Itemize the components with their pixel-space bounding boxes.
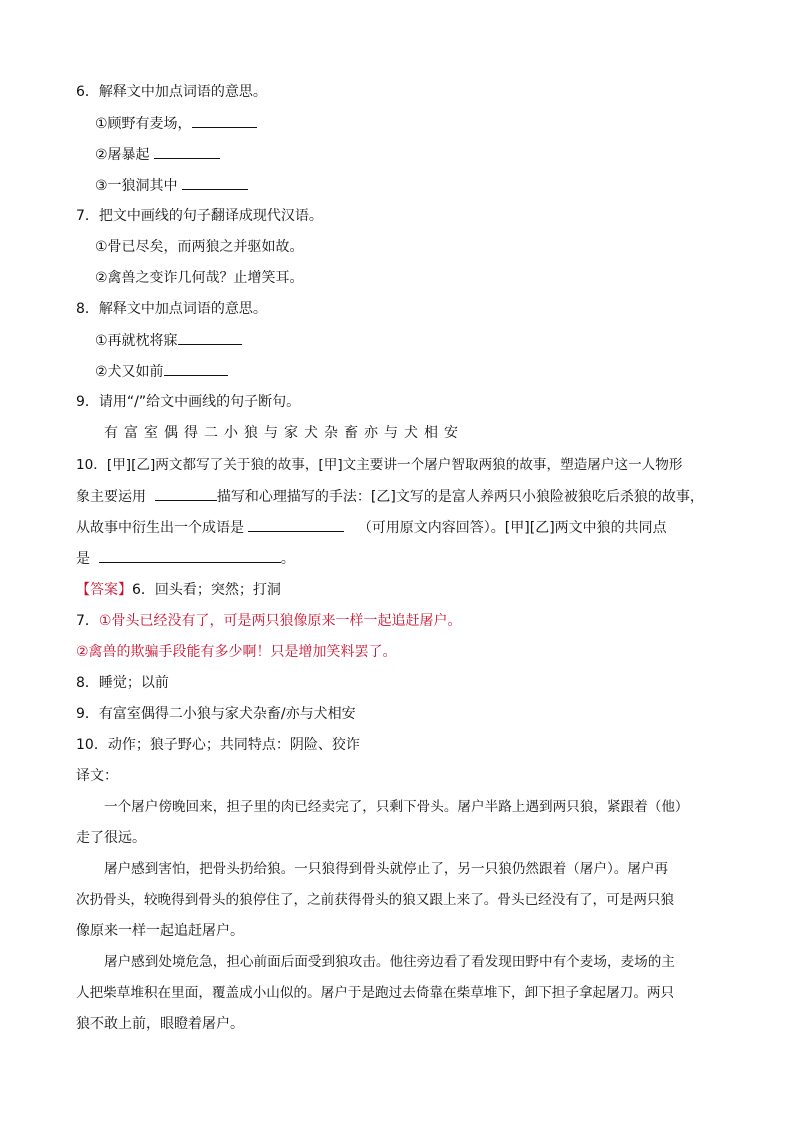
q6-item-1-text: ①顾野有麦场，: [95, 116, 192, 132]
answer-9: 9．有富室偶得二小狼与家犬杂畜/亦与犬相安: [76, 706, 356, 722]
q10-line-4a: 是: [76, 551, 90, 567]
q10-line-2b: 描写和心理描写的手法：[乙]文写的是富人养两只小狼险被狼吃后杀狼的故事，: [216, 489, 704, 505]
q10-line-3: [76, 517, 667, 538]
q6-title: 6．解释文中加点词语的意思。: [76, 84, 267, 100]
answer-8: 8．睡觉；以前: [76, 675, 169, 691]
q6-item-2: [95, 144, 220, 165]
answer-blank: [154, 144, 220, 159]
answer-6: 6．回头看；突然；打洞: [132, 582, 281, 598]
answer-6-line: [76, 580, 281, 600]
q6-item-3: [95, 175, 248, 196]
q7-title: 7．把文中画线的句子翻译成现代汉语。: [76, 208, 323, 224]
q10-line-1: 10．[甲][乙]两文都写了关于狼的故事，[甲]文主要讲一个屠户智取两狼的故事，塑造屠户这一人物形: [76, 457, 683, 473]
translation-p2-line-3: 像原来一样一起追赶屠户。: [76, 923, 244, 939]
translation-p2-line-1: 屠户感到害怕，把骨头扔给狼。一只狼得到骨头就停止了，另一只狼仍然跟着（屠户）。屠户再: [104, 861, 669, 877]
q7-item-1: ①骨已尽矣，而两狼之并驱如故。: [95, 239, 304, 255]
q10-line-3b: （可用原文内容回答）。[甲][乙]两文中狼的共同点: [357, 520, 667, 536]
answer-blank: [178, 330, 242, 345]
q10-line-4b: 。: [280, 551, 295, 567]
q10-line-4: [76, 548, 295, 569]
q10-line-3a: 从故事中衍生出一个成语是: [76, 520, 244, 536]
q8-item-1: [95, 330, 242, 351]
answer-blank: [164, 361, 228, 376]
q8-item-1-text: ①再就枕将寐: [95, 333, 178, 349]
q8-item-2-text: ②犬又如前: [95, 364, 164, 380]
answer-blank: [99, 548, 281, 563]
answer-7-line: [76, 611, 461, 631]
q6-item-3-text: ③一狼洞其中: [95, 178, 178, 194]
q8-title: 8．解释文中加点词语的意思。: [76, 301, 267, 317]
answer-label: 【答案】: [76, 582, 132, 598]
translation-p3-line-2: 人把柴草堆积在里面，覆盖成小山似的。屠户于是跑过去倚靠在柴草堆下，卸下担子拿起屠刀。两只: [76, 985, 675, 1001]
answer-7-number: 7．: [76, 613, 99, 629]
answer-blank: [155, 486, 217, 501]
answer-blank: [192, 113, 257, 128]
q10-line-2: [76, 486, 704, 507]
translation-p1-line-2: 走了很远。: [76, 830, 146, 846]
answer-7-2: ②禽兽的欺骗手段能有多少啊！只是增加笑料罢了。: [76, 644, 397, 660]
translation-p3-line-3: 狼不敢上前，眼瞪着屠户。: [76, 1016, 244, 1032]
translation-label: 译文：: [76, 768, 118, 784]
q7-item-2: ②禽兽之变诈几何哉？止增笑耳。: [95, 270, 304, 286]
q9-title: 9．请用“/”给文中画线的句子断句。: [76, 394, 301, 410]
q6-item-1: [95, 113, 257, 134]
translation-p2-line-2: 次扔骨头，较晚得到骨头的狼停住了，之前获得骨头的狼又跟上来了。骨头已经没有了，可是两只狼: [76, 892, 675, 908]
answer-blank: [182, 175, 248, 190]
answer-10: 10．动作；狼子野心；共同特点：阴险、狡诈: [76, 737, 360, 753]
q8-item-2: [95, 361, 228, 382]
translation-p3-line-1: 屠户感到处境危急，担心前面后面受到狼攻击。他往旁边看了看发现田野中有个麦场，麦场的主: [104, 954, 675, 970]
answer-7-1: ①骨头已经没有了，可是两只狼像原来一样一起追赶屠户。: [98, 613, 462, 629]
q9-sentence: 有富室偶得二小狼与家犬杂畜亦与犬相安: [104, 425, 464, 441]
translation-p1-line-1: 一个屠户傍晚回来，担子里的肉已经卖完了，只剩下骨头。屠户半路上遇到两只狼，紧跟着（他）: [104, 799, 689, 815]
q10-line-2a: 象主要运用: [76, 489, 146, 505]
q6-item-2-text: ②屠暴起: [95, 147, 150, 163]
answer-blank: [248, 517, 344, 532]
